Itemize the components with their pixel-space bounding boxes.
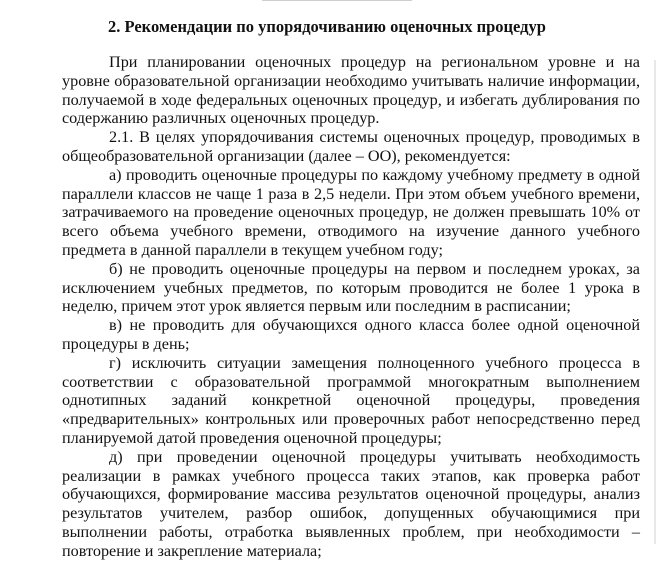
paragraph-item-d: д) при проведении оценочной процедуры учитывать необходимость реализации в рамках учебного процесса таких этапов, как проверка работ обучающихся, формирование массива результатов оценочной процедуры, анализ результатов учителем, разбор ошибок, допущенных обучающимися при выполнении работы, отработка выявленных проблем, при необходимости – повторение и закрепление материала; bbox=[62, 447, 640, 560]
paragraph-item-g: г) исключить ситуации замещения полноценного учебного процесса в соответствии с образовательной программой многократным выполнением однотипных заданий конкретной оценочной процедуры, проведения «предварительных» контрольных или проверочных работ непосредственно перед планируемой датой проведения оценочной процедуры; bbox=[62, 353, 640, 447]
paragraph-intro: При планировании оценочных процедур на региональном уровне и на уровне образовательной организации необходимо учитывать наличие информации, получаемой в ходе федеральных оценочных процедур, и избегать дублирования по содержанию различных оценочных процедур. bbox=[62, 53, 640, 128]
page-top-edge bbox=[262, 0, 412, 4]
paragraph-item-v: в) не проводить для обучающихся одного класса более одной оценочной процедуры в день; bbox=[62, 316, 640, 353]
paragraph-item-b: б) не проводить оценочные процедуры на первом и последнем уроках, за исключением учебных предметов, по которым проводится не более 1 урока в неделю, причем этот урок является первым или последним в расписании; bbox=[62, 259, 640, 316]
paragraph-2-1: 2.1. В целях упорядочивания системы оценочных процедур, проводимых в общеобразовательной организации (далее – ОО), рекомендуется: bbox=[62, 128, 640, 165]
document-body bbox=[62, 53, 640, 561]
paragraph-item-a: а) проводить оценочные процедуры по каждому учебному предмету в одной параллели классов не чаще 1 раза в 2,5 недели. При этом объем учебного времени, затрачиваемого на проведение оценочных процедур, не должен превышать 10% от всего объема учебного времени, отводимого на изучение данного учебного предмета в данной параллели в текущем учебном году; bbox=[62, 165, 640, 259]
section-heading: 2. Рекомендации по упорядочиванию оценочных процедур bbox=[108, 17, 546, 36]
